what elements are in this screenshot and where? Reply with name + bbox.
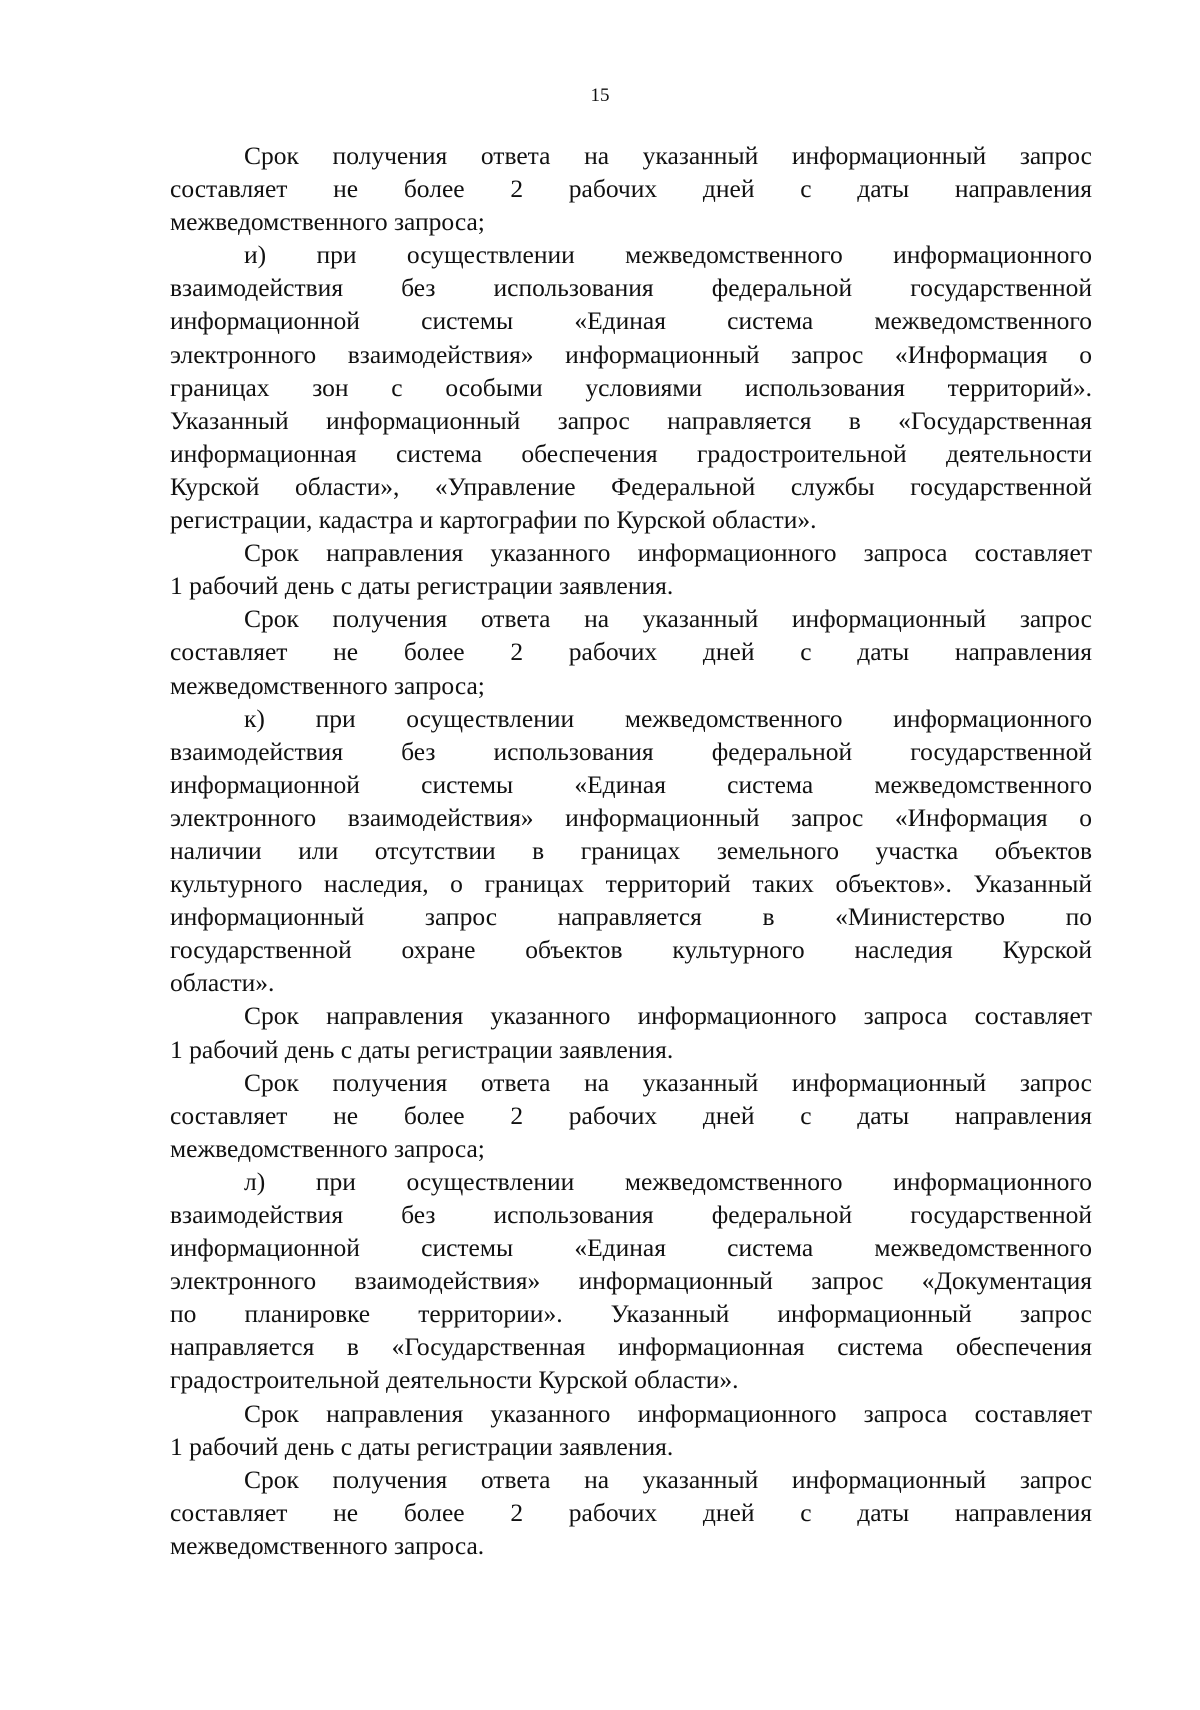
paragraph — [170, 1066, 1092, 1165]
paragraph — [170, 238, 1092, 536]
paragraph — [170, 536, 1092, 602]
text-line: 1 рабочий день с даты регистрации заявления. — [170, 571, 674, 601]
text-line: составляет не более 2 рабочих дней с даты направления — [170, 174, 1092, 204]
text-line: межведомственного запроса; — [170, 670, 485, 700]
text-line: Срок направления указанного информационного запроса составляет — [244, 1001, 1092, 1031]
page-number: 15 — [590, 85, 610, 106]
text-line: информационный запрос направляется в «Министерство по — [170, 902, 1092, 932]
text-line: области». — [170, 968, 275, 998]
text-line: Срок получения ответа на указанный информационный запрос — [244, 141, 1092, 170]
text-line: к) при осуществлении межведомственного информационного — [244, 703, 1092, 733]
text-line: электронного взаимодействия» информационный запрос «Информация о — [170, 802, 1092, 832]
text-line: информационная система обеспечения градостроительной деятельности — [170, 438, 1092, 468]
text-line: 1 рабочий день с даты регистрации заявления. — [170, 1431, 674, 1461]
paragraph — [170, 1463, 1092, 1562]
text-line: культурного наследия, о границах территорий таких объектов». Указанный — [170, 869, 1092, 899]
text-line: и) при осуществлении межведомственного информационного — [244, 240, 1092, 270]
paragraph — [170, 139, 1092, 238]
text-line: взаимодействия без использования федеральной государственной — [170, 273, 1092, 303]
text-line: взаимодействия без использования федеральной государственной — [170, 1200, 1092, 1229]
text-line: составляет не более 2 рабочих дней с даты направления — [170, 637, 1092, 667]
text-line: л) при осуществлении межведомственного информационного — [244, 1166, 1092, 1196]
text-line: Срок получения ответа на указанный информационный запрос — [244, 604, 1092, 634]
text-line: наличии или отсутствии в границах земельного участка объектов — [170, 835, 1092, 865]
paragraph — [170, 702, 1092, 1000]
text-line: Указанный информационный запрос направляется в «Государственная — [170, 405, 1092, 435]
text-line: регистрации, кадастра и картографии по Курской области». — [170, 505, 817, 535]
document-body — [170, 139, 1092, 1562]
paragraph — [170, 1397, 1092, 1463]
text-line: информационной системы «Единая система межведомственного — [170, 769, 1092, 799]
text-line: электронного взаимодействия» информационный запрос «Документация — [170, 1266, 1092, 1296]
text-line: межведомственного запроса. — [170, 1530, 485, 1560]
text-line: информационной системы «Единая система межведомственного — [170, 1233, 1092, 1263]
text-line: границах зон с особыми условиями использования территорий». — [170, 372, 1092, 402]
text-line: Срок получения ответа на указанный информационный запрос — [244, 1067, 1092, 1097]
text-line: направляется в «Государственная информационная система обеспечения — [170, 1332, 1092, 1362]
text-line: Срок направления указанного информационного запроса составляет — [244, 538, 1092, 568]
text-line: составляет не более 2 рабочих дней с даты направления — [170, 1100, 1092, 1130]
text-line: взаимодействия без использования федеральной государственной — [170, 736, 1092, 766]
text-line: Срок направления указанного информационного запроса составляет — [244, 1398, 1092, 1428]
text-line: межведомственного запроса; — [170, 207, 485, 237]
text-line: 1 рабочий день с даты регистрации заявления. — [170, 1034, 674, 1064]
text-line: градостроительной деятельности Курской области». — [170, 1365, 739, 1395]
text-line: Курской области», «Управление Федеральной службы государственной — [170, 471, 1092, 501]
text-line: электронного взаимодействия» информационный запрос «Информация о — [170, 339, 1092, 369]
text-line: составляет не более 2 рабочих дней с даты направления — [170, 1497, 1092, 1527]
paragraph — [170, 1165, 1092, 1397]
text-line: межведомственного запроса; — [170, 1133, 485, 1163]
text-line: по планировке территории». Указанный информационный запрос — [170, 1299, 1092, 1329]
paragraph — [170, 602, 1092, 701]
text-line: информационной системы «Единая система межведомственного — [170, 306, 1092, 336]
text-line: государственной охране объектов культурного наследия Курской — [170, 935, 1092, 965]
paragraph — [170, 999, 1092, 1065]
text-line: Срок получения ответа на указанный информационный запрос — [244, 1464, 1092, 1494]
